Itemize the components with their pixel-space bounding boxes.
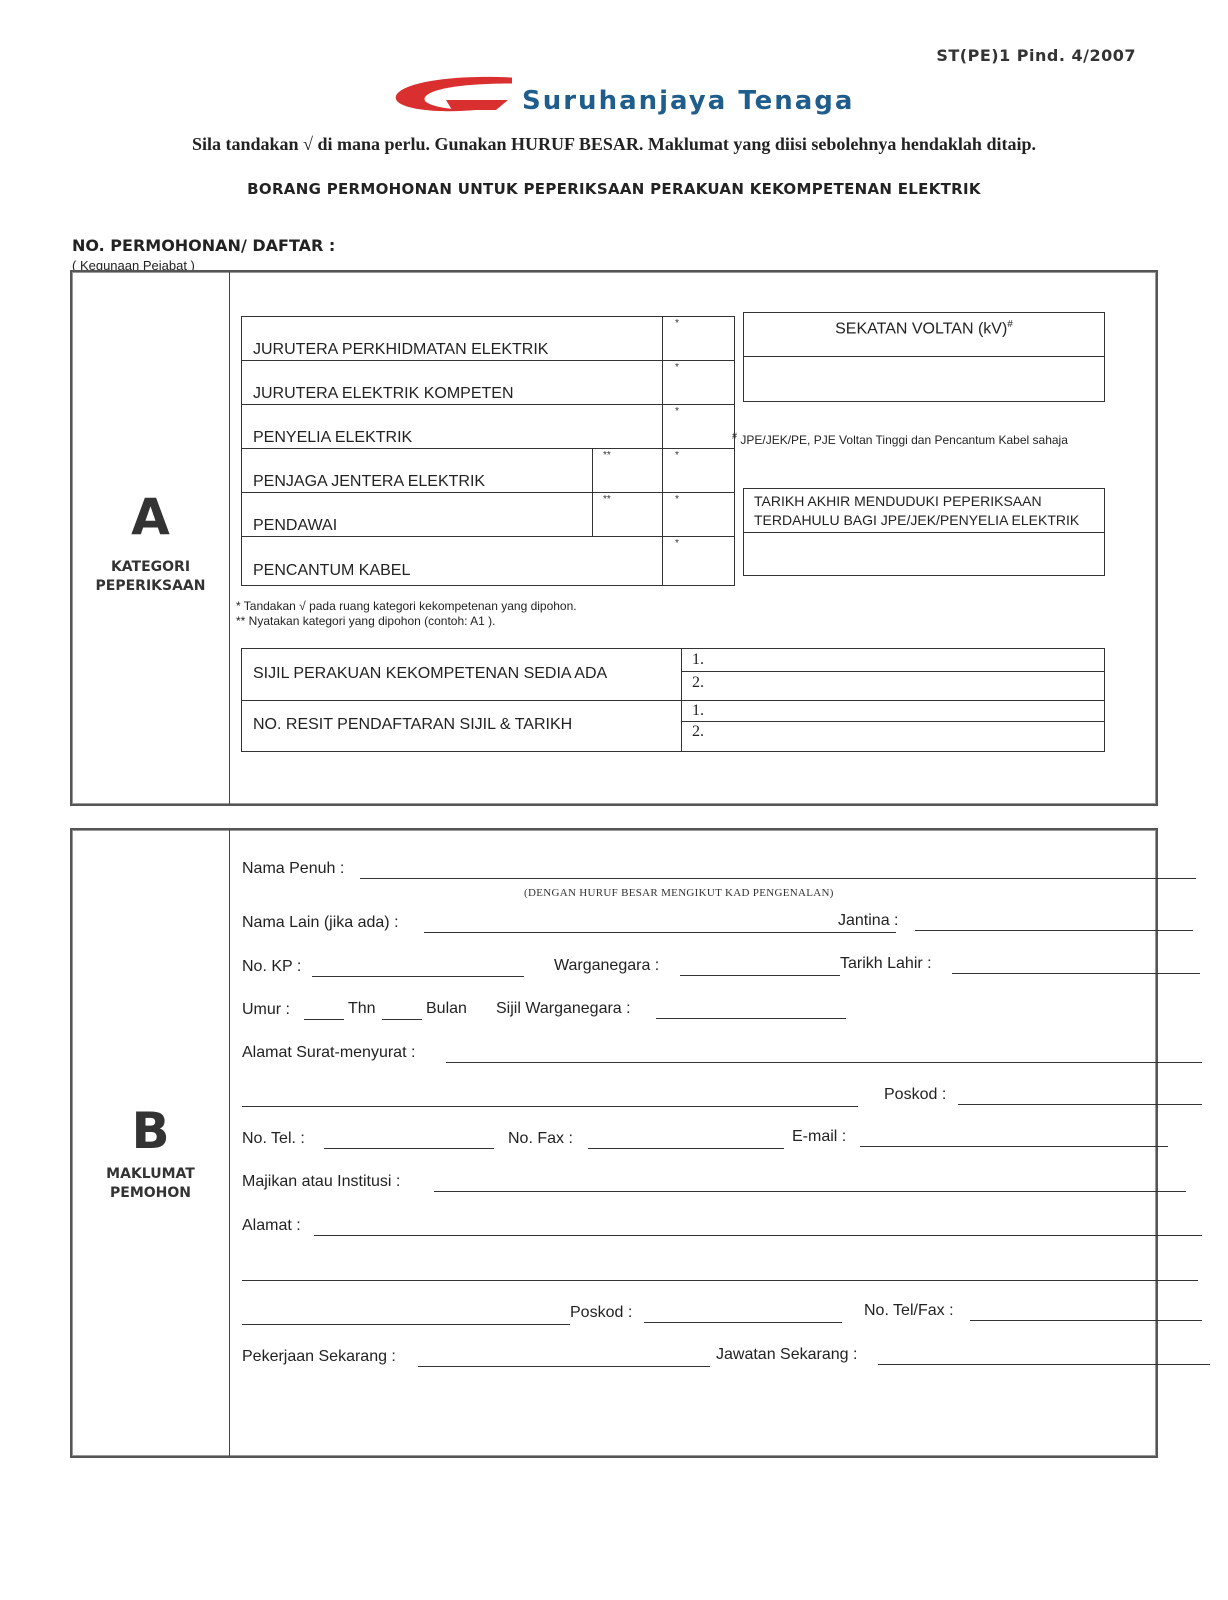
- category-label: PENYELIA ELEKTRIK: [253, 429, 413, 446]
- voltage-restriction-box: [743, 312, 1105, 402]
- category-tick-box[interactable]: *: [675, 450, 679, 461]
- logo-swoosh-icon: [392, 74, 512, 120]
- section-a-label-line2: PEPERIKSAAN: [95, 578, 206, 594]
- category-row: [242, 317, 734, 361]
- full-name-label: Nama Penuh :: [242, 860, 345, 877]
- ic-number-input[interactable]: [312, 976, 524, 977]
- employer-address-input-line3[interactable]: [242, 1324, 570, 1325]
- mailing-address-input[interactable]: [446, 1062, 1202, 1063]
- other-name-label: Nama Lain (jika ada) :: [242, 914, 399, 931]
- employer-postcode-input[interactable]: [644, 1322, 842, 1323]
- mailing-address-input-line2[interactable]: [242, 1106, 858, 1107]
- full-name-input[interactable]: [360, 878, 1196, 879]
- employer-address-input-line2[interactable]: [242, 1280, 1198, 1281]
- age-years-input[interactable]: [304, 1019, 344, 1020]
- last-exam-date-box: [743, 488, 1105, 576]
- employer-address-label: Alamat :: [242, 1217, 301, 1234]
- organization-logo-text: Suruhanjaya Tenaga: [522, 86, 855, 116]
- existing-certificate-2[interactable]: 2.: [692, 674, 704, 691]
- voltage-input[interactable]: [744, 357, 1104, 401]
- category-label: PENDAWAI: [253, 517, 338, 534]
- category-tick-box[interactable]: *: [675, 318, 679, 329]
- footnote-category: ** Nyatakan kategori yang dipohon (contoh: A1 ).: [236, 614, 496, 628]
- employer-address-input[interactable]: [314, 1235, 1202, 1236]
- current-job-input[interactable]: [418, 1366, 710, 1367]
- employer-input[interactable]: [434, 1191, 1186, 1192]
- gender-label: Jantina :: [838, 912, 899, 929]
- section-b-label-line2: PEMOHON: [110, 1185, 191, 1201]
- postcode-label: Poskod :: [884, 1086, 947, 1103]
- gender-input[interactable]: [915, 930, 1193, 931]
- employer-label: Majikan atau Institusi :: [242, 1173, 401, 1190]
- category-row: [242, 361, 734, 405]
- section-b-box: [70, 828, 1158, 1458]
- date-of-birth-input[interactable]: [952, 973, 1200, 974]
- voltage-note: # JPE/JEK/PE, PJE Voltan Tinggi dan Pencantum Kabel sahaja: [732, 431, 1068, 447]
- form-code: ST(PE)1 Pind. 4/2007: [936, 46, 1136, 65]
- category-tick-box[interactable]: *: [675, 406, 679, 417]
- category-tick-box[interactable]: *: [675, 494, 679, 505]
- telephone-input[interactable]: [324, 1148, 494, 1149]
- date-of-birth-label: Tarikh Lahir :: [840, 955, 932, 972]
- email-label: E-mail :: [792, 1128, 847, 1145]
- sub-category-input[interactable]: **: [603, 494, 611, 505]
- employer-tel-fax-label: No. Tel/Fax :: [864, 1302, 954, 1319]
- age-months-unit: Bulan: [426, 1000, 467, 1017]
- postcode-input[interactable]: [958, 1104, 1202, 1105]
- section-a-label-line1: KATEGORI: [110, 559, 191, 575]
- category-label: JURUTERA ELEKTRIK KOMPETEN: [253, 385, 514, 402]
- certificate-table: [241, 648, 1105, 752]
- employer-tel-fax-input[interactable]: [970, 1320, 1202, 1321]
- receipt-number-label: NO. RESIT PENDAFTARAN SIJIL & TARIKH: [253, 716, 573, 733]
- application-number-label: NO. PERMOHONAN/ DAFTAR :: [72, 236, 336, 255]
- current-position-label: Jawatan Sekarang :: [716, 1346, 858, 1363]
- current-position-input[interactable]: [878, 1364, 1210, 1365]
- telephone-label: No. Tel. :: [242, 1130, 305, 1147]
- existing-certificate-1[interactable]: 1.: [692, 651, 704, 668]
- last-exam-title-line1: TARIKH AKHIR MENDUDUKI PEPERIKSAAN: [754, 493, 1042, 509]
- existing-certificate-label: SIJIL PERAKUAN KEKOMPETENAN SEDIA ADA: [253, 665, 608, 682]
- receipt-number-1[interactable]: 1.: [692, 702, 704, 719]
- citizenship-input[interactable]: [680, 975, 840, 976]
- category-tick-box[interactable]: *: [675, 538, 679, 549]
- fax-label: No. Fax :: [508, 1130, 573, 1147]
- category-label: JURUTERA PERKHIDMATAN ELEKTRIK: [253, 341, 549, 358]
- section-b-sidebar: [72, 830, 230, 1456]
- category-label: PENJAGA JENTERA ELEKTRIK: [253, 473, 486, 490]
- category-row: [242, 405, 734, 449]
- category-row: [242, 537, 734, 581]
- age-months-input[interactable]: [382, 1019, 422, 1020]
- mailing-address-label: Alamat Surat-menyurat :: [242, 1044, 416, 1061]
- citizenship-certificate-input[interactable]: [656, 1018, 846, 1019]
- instruction-text: Sila tandakan √ di mana perlu. Gunakan HURUF BESAR. Maklumat yang diisi sebolehnya hendaklah ditaip.: [192, 134, 1036, 154]
- email-input[interactable]: [860, 1146, 1168, 1147]
- category-table: [241, 316, 735, 586]
- last-exam-date-input[interactable]: [744, 533, 1104, 575]
- age-years-unit: Thn: [348, 1000, 376, 1017]
- section-b-letter: B: [131, 1102, 170, 1160]
- fax-input[interactable]: [588, 1148, 784, 1149]
- voltage-restriction-title: SEKATAN VOLTAN (kV)#: [835, 319, 1013, 338]
- age-label: Umur :: [242, 1001, 290, 1018]
- section-a-letter: A: [131, 488, 170, 546]
- employer-postcode-label: Poskod :: [570, 1304, 633, 1321]
- citizenship-label: Warganegara :: [554, 957, 660, 974]
- receipt-number-2[interactable]: 2.: [692, 723, 704, 740]
- section-b-label-line1: MAKLUMAT: [106, 1166, 195, 1182]
- sub-category-input[interactable]: **: [603, 450, 611, 461]
- last-exam-title-line2: TERDAHULU BAGI JPE/JEK/PENYELIA ELEKTRIK: [754, 512, 1080, 528]
- form-title: BORANG PERMOHONAN UNTUK PEPERIKSAAN PERAKUAN KEKOMPETENAN ELEKTRIK: [247, 180, 981, 198]
- category-label: PENCANTUM KABEL: [253, 562, 411, 579]
- ic-number-label: No. KP :: [242, 958, 302, 975]
- footnote-tick: * Tandakan √ pada ruang kategori kekompetenan yang dipohon.: [236, 599, 577, 613]
- other-name-input[interactable]: [424, 932, 896, 933]
- section-a-sidebar: [72, 272, 230, 804]
- citizenship-certificate-label: Sijil Warganegara :: [496, 1000, 631, 1017]
- category-tick-box[interactable]: *: [675, 362, 679, 373]
- office-use-note: ( Kegunaan Pejabat ): [72, 258, 195, 273]
- full-name-caption: (DENGAN HURUF BESAR MENGIKUT KAD PENGENALAN): [524, 887, 834, 899]
- section-a-box: [70, 270, 1158, 806]
- current-job-label: Pekerjaan Sekarang :: [242, 1348, 396, 1365]
